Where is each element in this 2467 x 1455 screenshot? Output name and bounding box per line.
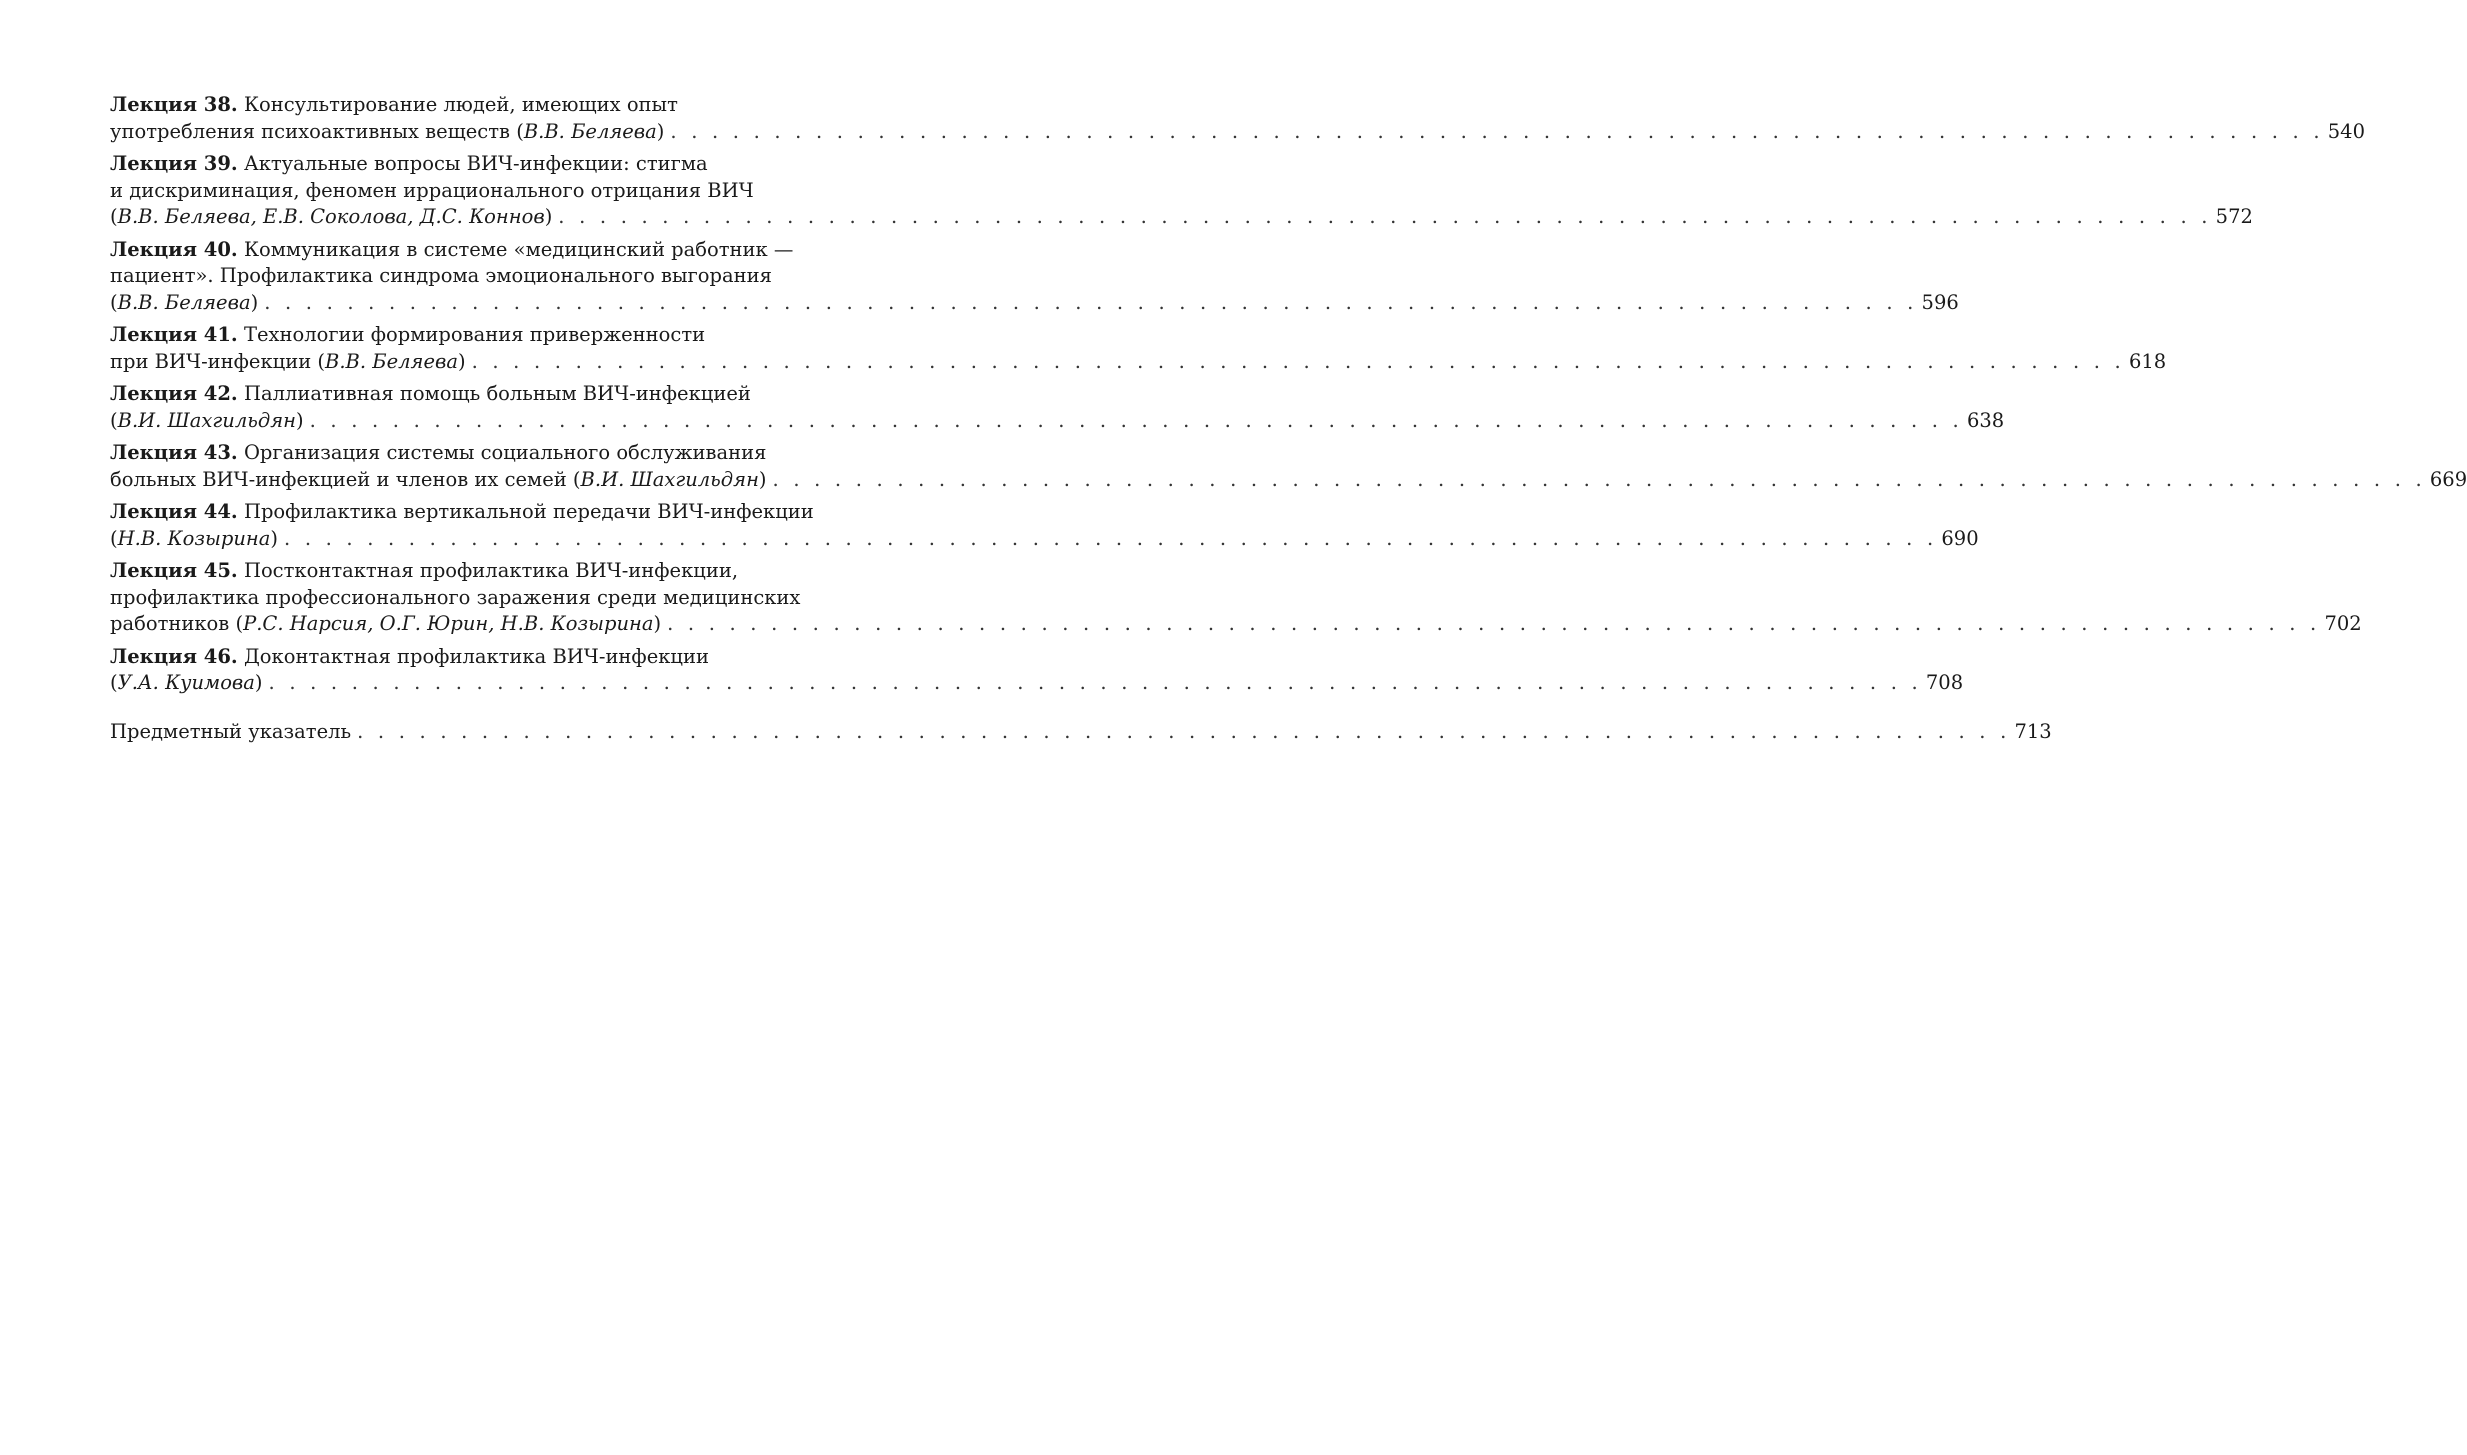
index-title: Предметный указатель [110, 719, 352, 743]
lecture-title-end [110, 290, 258, 317]
lecture-title: Доконтактная профилактика ВИЧ-инфекции [243, 644, 709, 668]
toc-entry-line [110, 349, 2167, 376]
lecture-title: Консультирование людей, имеющих опыт [243, 93, 678, 116]
lecture-label: Лекция 43. [110, 441, 238, 464]
toc-entry-line [110, 178, 873, 205]
dot-leader: . . . . . . . . . . . . . . . . . . . . . . . . . . . . . . . . . . . . . . . . . . . . . . . . . . . . . . . . . . . . . . . . . . . . . . . . . . . . . . . . [558, 205, 2212, 228]
toc-entry-39 [110, 151, 2253, 231]
toc-entry-line [110, 670, 1964, 697]
lecture-label: Лекция 42. [110, 382, 238, 405]
title-text: ) [653, 612, 662, 635]
title-text: при ВИЧ-инфекции ( [110, 349, 325, 373]
lecture-title: и дискриминация, феномен иррационального отрицания ВИЧ [110, 178, 754, 202]
title-text: ) [270, 526, 279, 550]
toc-entry-43 [110, 440, 2467, 493]
lecture-title: Технологии формирования приверженности [243, 323, 706, 346]
title-text: ( [110, 205, 118, 228]
dot-leader: . . . . . . . . . . . . . . . . . . . . . . . . . . . . . . . . . . . . . . . . . . . . . . . . . . . . . . . . . . . . . . . . . . . . . . . . . . . . . . . . [667, 612, 2321, 635]
title-text: ( [110, 290, 118, 314]
dot-leader: . . . . . . . . . . . . . . . . . . . . . . . . . . . . . . . . . . . . . . . . . . . . . . . . . . . . . . . . . . . . . . . . . . . . . . . . . . . . . . . . [471, 349, 2125, 373]
toc-entry-line [110, 499, 873, 526]
lecture-title: Актуальные вопросы ВИЧ-инфекции: стигма [243, 152, 708, 175]
toc-entry-line [110, 263, 873, 290]
toc-entry-line [110, 558, 873, 585]
toc-entry-line [110, 290, 1959, 317]
title-text: ) [544, 205, 553, 228]
authors: Р.С. Нарсия, О.Г. Юрин, Н.В. Козырина [243, 612, 654, 635]
toc-entry-line [110, 151, 873, 178]
lecture-title: Паллиативная помощь больным ВИЧ-инфекцией [243, 382, 751, 405]
dot-leader: . . . . . . . . . . . . . . . . . . . . . . . . . . . . . . . . . . . . . . . . . . . . . . . . . . . . . . . . . . . . . . . . . . . . . . . . . . . . . . . . [268, 671, 1922, 694]
page-number: 572 [2215, 205, 2253, 228]
dot-leader: . . . . . . . . . . . . . . . . . . . . . . . . . . . . . . . . . . . . . . . . . . . . . . . . . . . . . . . . . . . . . . . . . . . . . . . . . . . . . . . . [670, 119, 2324, 143]
lecture-label: Лекция 40. [110, 237, 238, 261]
authors: В.В. Беляева, Е.В. Соколова, Д.С. Коннов [117, 205, 545, 228]
toc-entry-line [110, 381, 873, 408]
lecture-label: Лекция 39. [110, 152, 238, 175]
lecture-title: пациент». Профилактика синдрома эмоционального выгорания [110, 264, 772, 287]
title-text: ( [110, 526, 118, 550]
authors: Н.В. Козырина [117, 526, 271, 550]
lecture-title-end [110, 611, 661, 638]
toc-entry-subject-index [110, 719, 2052, 746]
toc-entry-line [110, 119, 2365, 146]
page-number: 540 [2327, 119, 2365, 143]
toc-entry-42 [110, 381, 2005, 434]
page-number: 713 [2014, 719, 2052, 743]
dot-leader: . . . . . . . . . . . . . . . . . . . . . . . . . . . . . . . . . . . . . . . . . . . . . . . . . . . . . . . . . . . . . . . . . . . . . . . . . . . . . . . . [264, 290, 1918, 314]
toc-entry-line [110, 644, 873, 671]
page-number: 708 [1925, 671, 1964, 694]
dot-leader: . . . . . . . . . . . . . . . . . . . . . . . . . . . . . . . . . . . . . . . . . . . . . . . . . . . . . . . . . . . . . . . . . . . . . . . . . . . . . . . . [309, 408, 1963, 432]
toc-entry-46 [110, 644, 1964, 697]
authors: В.В. Беляева [325, 349, 458, 373]
dot-leader: . . . . . . . . . . . . . . . . . . . . . . . . . . . . . . . . . . . . . . . . . . . . . . . . . . . . . . . . . . . . . . . . . . . . . . . . . . . . . . . . [284, 526, 1938, 550]
toc-entry-line [110, 467, 2467, 494]
lecture-title-end [110, 119, 664, 146]
title-text: ) [250, 290, 259, 314]
toc-entry-41 [110, 322, 2167, 375]
title-text: ) [457, 349, 466, 373]
lecture-title: Коммуникация в системе «медицинский работник — [243, 237, 794, 261]
lecture-title: Постконтактная профилактика ВИЧ-инфекции, [243, 559, 739, 582]
toc-entry-line [110, 611, 2362, 638]
dot-leader: . . . . . . . . . . . . . . . . . . . . . . . . . . . . . . . . . . . . . . . . . . . . . . . . . . . . . . . . . . . . . . . . . . . . . . . . . . . . . . . . [357, 719, 2011, 743]
toc-entry-line [110, 92, 873, 119]
title-text: ( [110, 671, 118, 694]
title-text: употребления психоактивных веществ ( [110, 119, 524, 143]
toc-entry-line [110, 237, 873, 264]
title-text: ) [254, 671, 263, 694]
page-number: 638 [1966, 408, 2005, 432]
lecture-label: Лекция 46. [110, 644, 238, 668]
title-text: работников ( [110, 612, 244, 635]
lecture-title: Профилактика вертикальной передачи ВИЧ-инфекции [243, 500, 814, 523]
authors: В.И. Шахгильдян [117, 408, 296, 432]
toc-entry-40 [110, 237, 1959, 317]
authors: В.В. Беляева [117, 290, 251, 314]
title-text: больных ВИЧ-инфекцией и членов их семей ( [110, 467, 581, 491]
toc-entry-line [110, 408, 2005, 435]
lecture-title-end [110, 349, 466, 376]
page-number: 690 [1941, 526, 1979, 550]
page-number: 618 [2128, 349, 2167, 373]
toc-entry-line [110, 440, 873, 467]
lecture-title-end [110, 204, 552, 231]
lecture-title-end [110, 670, 263, 697]
lecture-label: Лекция 41. [110, 323, 238, 346]
toc-entry-line [110, 526, 1979, 553]
lecture-label: Лекция 45. [110, 559, 238, 582]
dot-leader: . . . . . . . . . . . . . . . . . . . . . . . . . . . . . . . . . . . . . . . . . . . . . . . . . . . . . . . . . . . . . . . . . . . . . . . . . . . . . . . . [772, 467, 2426, 491]
page-number: 702 [2324, 612, 2362, 635]
title-text: ( [110, 408, 118, 432]
toc-entry-line [110, 204, 2253, 231]
lecture-label: Лекция 44. [110, 500, 238, 523]
toc-entry-38 [110, 92, 2365, 145]
title-text: ) [295, 408, 304, 432]
page-number: 669 [2429, 467, 2467, 491]
lecture-title-end [110, 526, 278, 553]
lecture-title: Организация системы социального обслуживания [243, 441, 767, 464]
page-number: 596 [1921, 290, 1959, 314]
lecture-label: Лекция 38. [110, 93, 238, 116]
authors: В.И. Шахгильдян [580, 467, 759, 491]
toc-entry-45 [110, 558, 2362, 638]
lecture-title-end [110, 467, 767, 494]
lecture-title-end [110, 408, 304, 435]
authors: В.В. Беляева [523, 119, 657, 143]
lecture-title: профилактика профессионального заражения среди медицинских [110, 585, 801, 609]
title-text: ) [758, 467, 767, 491]
toc-entry-line [110, 719, 2052, 746]
title-text: ) [656, 119, 665, 143]
toc-entry-line [110, 585, 873, 612]
toc-entry-line [110, 322, 873, 349]
authors: У.А. Куимова [117, 671, 255, 694]
table-of-contents [110, 92, 2467, 751]
toc-entry-44 [110, 499, 1979, 552]
